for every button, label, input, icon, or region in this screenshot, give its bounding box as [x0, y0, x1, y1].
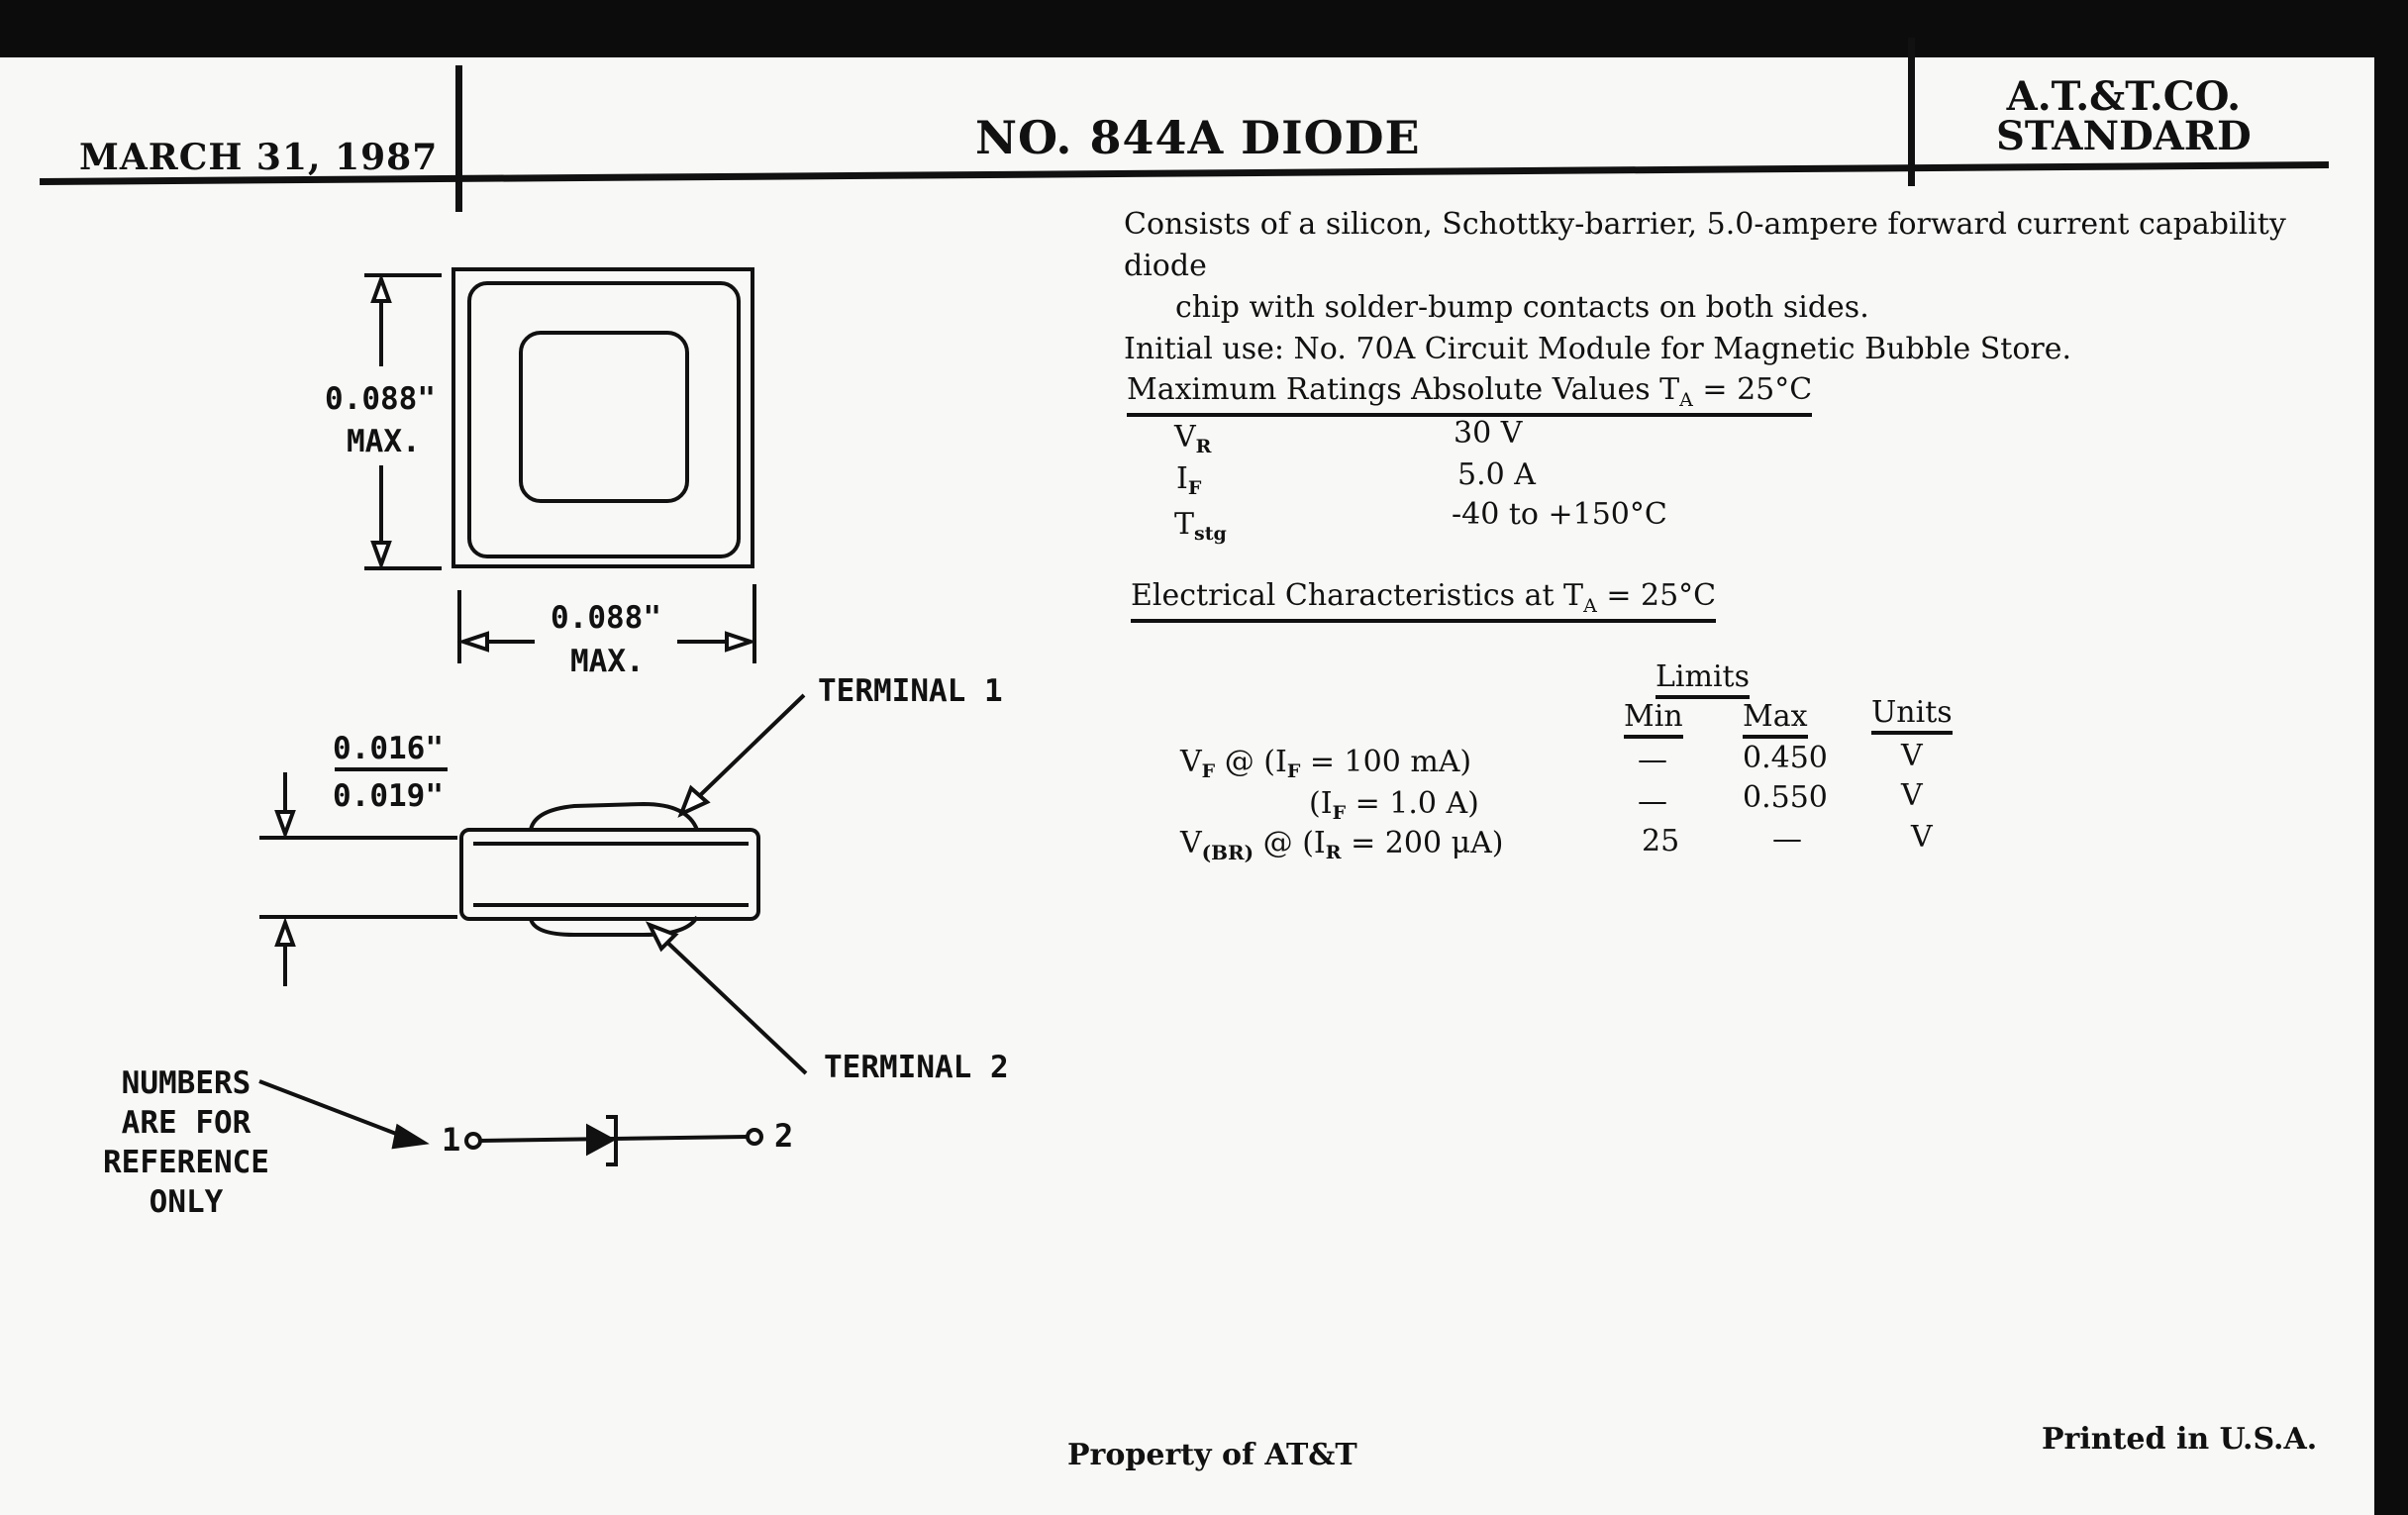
- rating-symbol-if: $I_F$: [1176, 461, 1202, 499]
- page-title: NO. 844A DIODE: [975, 111, 1421, 164]
- dim-height-value: 0.088": [325, 381, 436, 417]
- param-vf-100ma: $V_F$ @ ($I_F = 100$ mA): [1180, 745, 1472, 782]
- terminal-1-label: TERMINAL 1: [818, 673, 1003, 709]
- pin-2-terminal: [748, 1130, 761, 1144]
- row2-units: V: [1901, 778, 1923, 813]
- chip-inner-outline: [469, 283, 739, 556]
- standard-line-2: STANDARD: [1996, 113, 2252, 159]
- issue-date: MARCH 31, 1987: [79, 137, 439, 178]
- max-ratings-heading: Maximum Ratings Absolute Values $T_A = 25^\circ C$: [1127, 372, 1812, 417]
- rating-symbol-tstg: $T_{stg}$: [1174, 507, 1227, 545]
- pin-1-terminal: [466, 1134, 480, 1148]
- pin-2-label: 2: [774, 1117, 794, 1155]
- row3-min: 25: [1642, 824, 1680, 858]
- dim-thickness-min: 0.016": [333, 731, 444, 766]
- dim-width-value: 0.088": [551, 600, 661, 636]
- rating-value-vr: 30 V: [1454, 416, 1523, 451]
- description-line-1: Consists of a silicon, Schottky-barrier, 5.0-ampere forward current capability diode: [1124, 207, 2286, 283]
- param-vf-1a: ($I_F = 1.0$ A): [1309, 786, 1479, 824]
- dim-width-max: MAX.: [570, 644, 645, 679]
- reference-note: NUMBERS ARE FOR REFERENCE ONLY: [103, 1065, 269, 1220]
- col-units: Units: [1871, 695, 1953, 730]
- row2-min: —: [1638, 784, 1667, 819]
- row1-units: V: [1901, 739, 1923, 773]
- row3-units: V: [1911, 820, 1933, 855]
- param-vbr: $V_{(BR)}$ @ ($I_R = 200$ μA): [1180, 826, 1504, 864]
- rating-value-if: 5.0 A: [1457, 457, 1536, 492]
- standard-line-1: A.T.&T.CO.: [2006, 73, 2242, 120]
- limits-label: Limits: [1656, 659, 1750, 694]
- row1-max: 0.450: [1743, 741, 1828, 775]
- dim-thickness-max: 0.019": [333, 778, 444, 814]
- bump-contact: [521, 333, 687, 501]
- diode-triangle: [588, 1127, 612, 1153]
- description-line-2: chip with solder-bump contacts on both sides.: [1175, 290, 1869, 325]
- electrical-heading: Electrical Characteristics at $T_A = 25^\circ C$: [1131, 578, 1716, 623]
- chip-outline: [453, 269, 752, 566]
- property-notice: Property of AT&T: [1067, 1438, 1357, 1472]
- col-max: Max: [1743, 699, 1808, 734]
- col-min: Min: [1624, 699, 1683, 734]
- terminal-1-bump: [531, 804, 697, 830]
- printed-notice: Printed in U.S.A.: [2042, 1422, 2318, 1457]
- row2-max: 0.550: [1743, 780, 1828, 815]
- description-line-3: Initial use: No. 70A Circuit Module for Magnetic Bubble Store.: [1124, 332, 2072, 366]
- pin-1-label: 1: [442, 1121, 461, 1159]
- rating-symbol-vr: $V_R$: [1174, 420, 1212, 457]
- row1-min: —: [1638, 743, 1667, 777]
- terminal-2-label: TERMINAL 2: [824, 1050, 1009, 1085]
- rating-value-tstg: -40 to +150°C: [1452, 497, 1667, 532]
- row3-max: —: [1772, 822, 1802, 857]
- dim-height-max: MAX.: [347, 424, 421, 459]
